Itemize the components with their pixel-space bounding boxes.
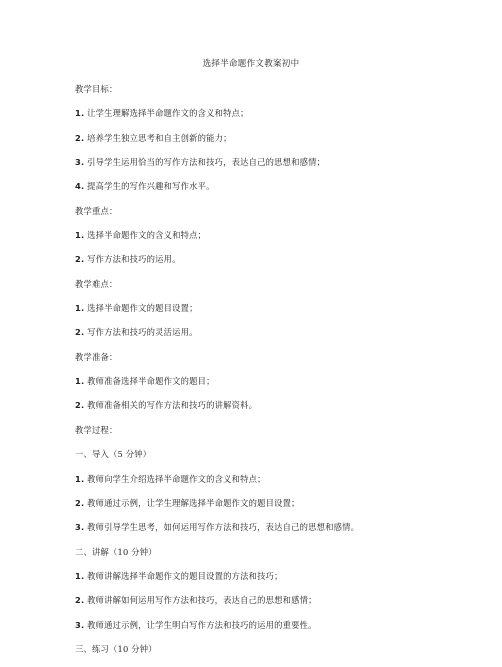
list-item-number: 1. [75, 230, 85, 241]
list-item-text: 培养学生独立思考和自主创新的能力； [84, 132, 232, 143]
list-item-text: 引导学生运用恰当的写作方法和技巧，表达自己的思想和感情； [84, 157, 326, 168]
list-item-number: 1. [75, 473, 85, 484]
list-item-text: 教师通过示例，让学生理解选择半命题作文的题目设置； [84, 497, 300, 508]
list-item-text: 教师通过示例，让学生明白写作方法和技巧的运用的重要性。 [84, 619, 317, 630]
list-item [75, 132, 475, 144]
list-item-text: 教师引导学生思考，如何运用写作方法和技巧，表达自己的思想和感情。 [84, 522, 360, 533]
section-heading: 教学准备： [75, 351, 118, 362]
list-item-text: 教师向学生介绍选择半命题作文的含义和特点； [84, 473, 266, 484]
section-heading: 教学难点： [75, 278, 118, 289]
list-item-number: 2. [75, 497, 85, 508]
list-item-text: 选择半命题作文的含义和特点； [84, 230, 207, 241]
list-item-number: 4. [75, 181, 85, 192]
section-heading: 教学目标： [75, 84, 118, 94]
section-heading: 三、练习（10 分钟） [75, 643, 157, 654]
list-item-number: 1. [75, 303, 85, 314]
list-item [75, 326, 475, 338]
list-item-text: 选择半命题作文的题目设置； [84, 303, 198, 314]
list-item-text: 让学生理解选择半命题作文的含义和特点； [84, 108, 249, 119]
list-item-number: 3. [75, 157, 85, 168]
list-item-text: 教师准备相关的写作方法和技巧的讲解资料。 [84, 400, 258, 411]
list-item [75, 375, 475, 387]
list-item [75, 156, 475, 168]
list-item-text: 写作方法和技巧的运用。 [84, 254, 181, 265]
list-item [75, 253, 475, 265]
section-heading: 一、导入（5 分钟） [75, 449, 152, 460]
list-item-number: 2. [75, 595, 85, 606]
list-item [75, 107, 475, 119]
section-heading: 教学过程： [75, 424, 118, 435]
list-item-text: 写作方法和技巧的灵活运用。 [84, 327, 198, 338]
list-item-number: 3. [75, 619, 85, 630]
list-item [75, 521, 475, 533]
list-item [75, 302, 475, 314]
document-body [75, 83, 475, 667]
section-heading: 二、讲解（10 分钟） [75, 546, 157, 557]
list-item-number: 3. [75, 522, 85, 533]
list-item-number: 1. [75, 376, 85, 387]
list-item-number: 1. [75, 108, 85, 119]
list-item-text: 提高学生的写作兴趣和写作水平。 [84, 181, 215, 192]
list-item-number: 2. [75, 327, 85, 338]
list-item-number: 2. [75, 400, 85, 411]
list-item [75, 570, 475, 582]
list-item [75, 180, 475, 192]
list-item-text: 教师讲解如何运用写作方法和技巧，表达自己的思想和感情； [84, 595, 317, 606]
list-item-text: 教师讲解选择半命题作文的题目设置的方法和技巧； [84, 570, 283, 581]
list-item-text: 教师准备选择半命题作文的题目； [84, 376, 215, 387]
list-item-number: 1. [75, 570, 85, 581]
list-item-number: 2. [75, 254, 85, 265]
list-item [75, 229, 475, 241]
section-heading: 教学重点： [75, 205, 118, 216]
list-item [75, 619, 475, 631]
list-item [75, 399, 475, 411]
list-item-number: 2. [75, 132, 85, 143]
document-title: 选择半命题作文教案初中 [202, 59, 300, 69]
list-item [75, 594, 475, 606]
list-item [75, 473, 475, 485]
list-item [75, 497, 475, 509]
